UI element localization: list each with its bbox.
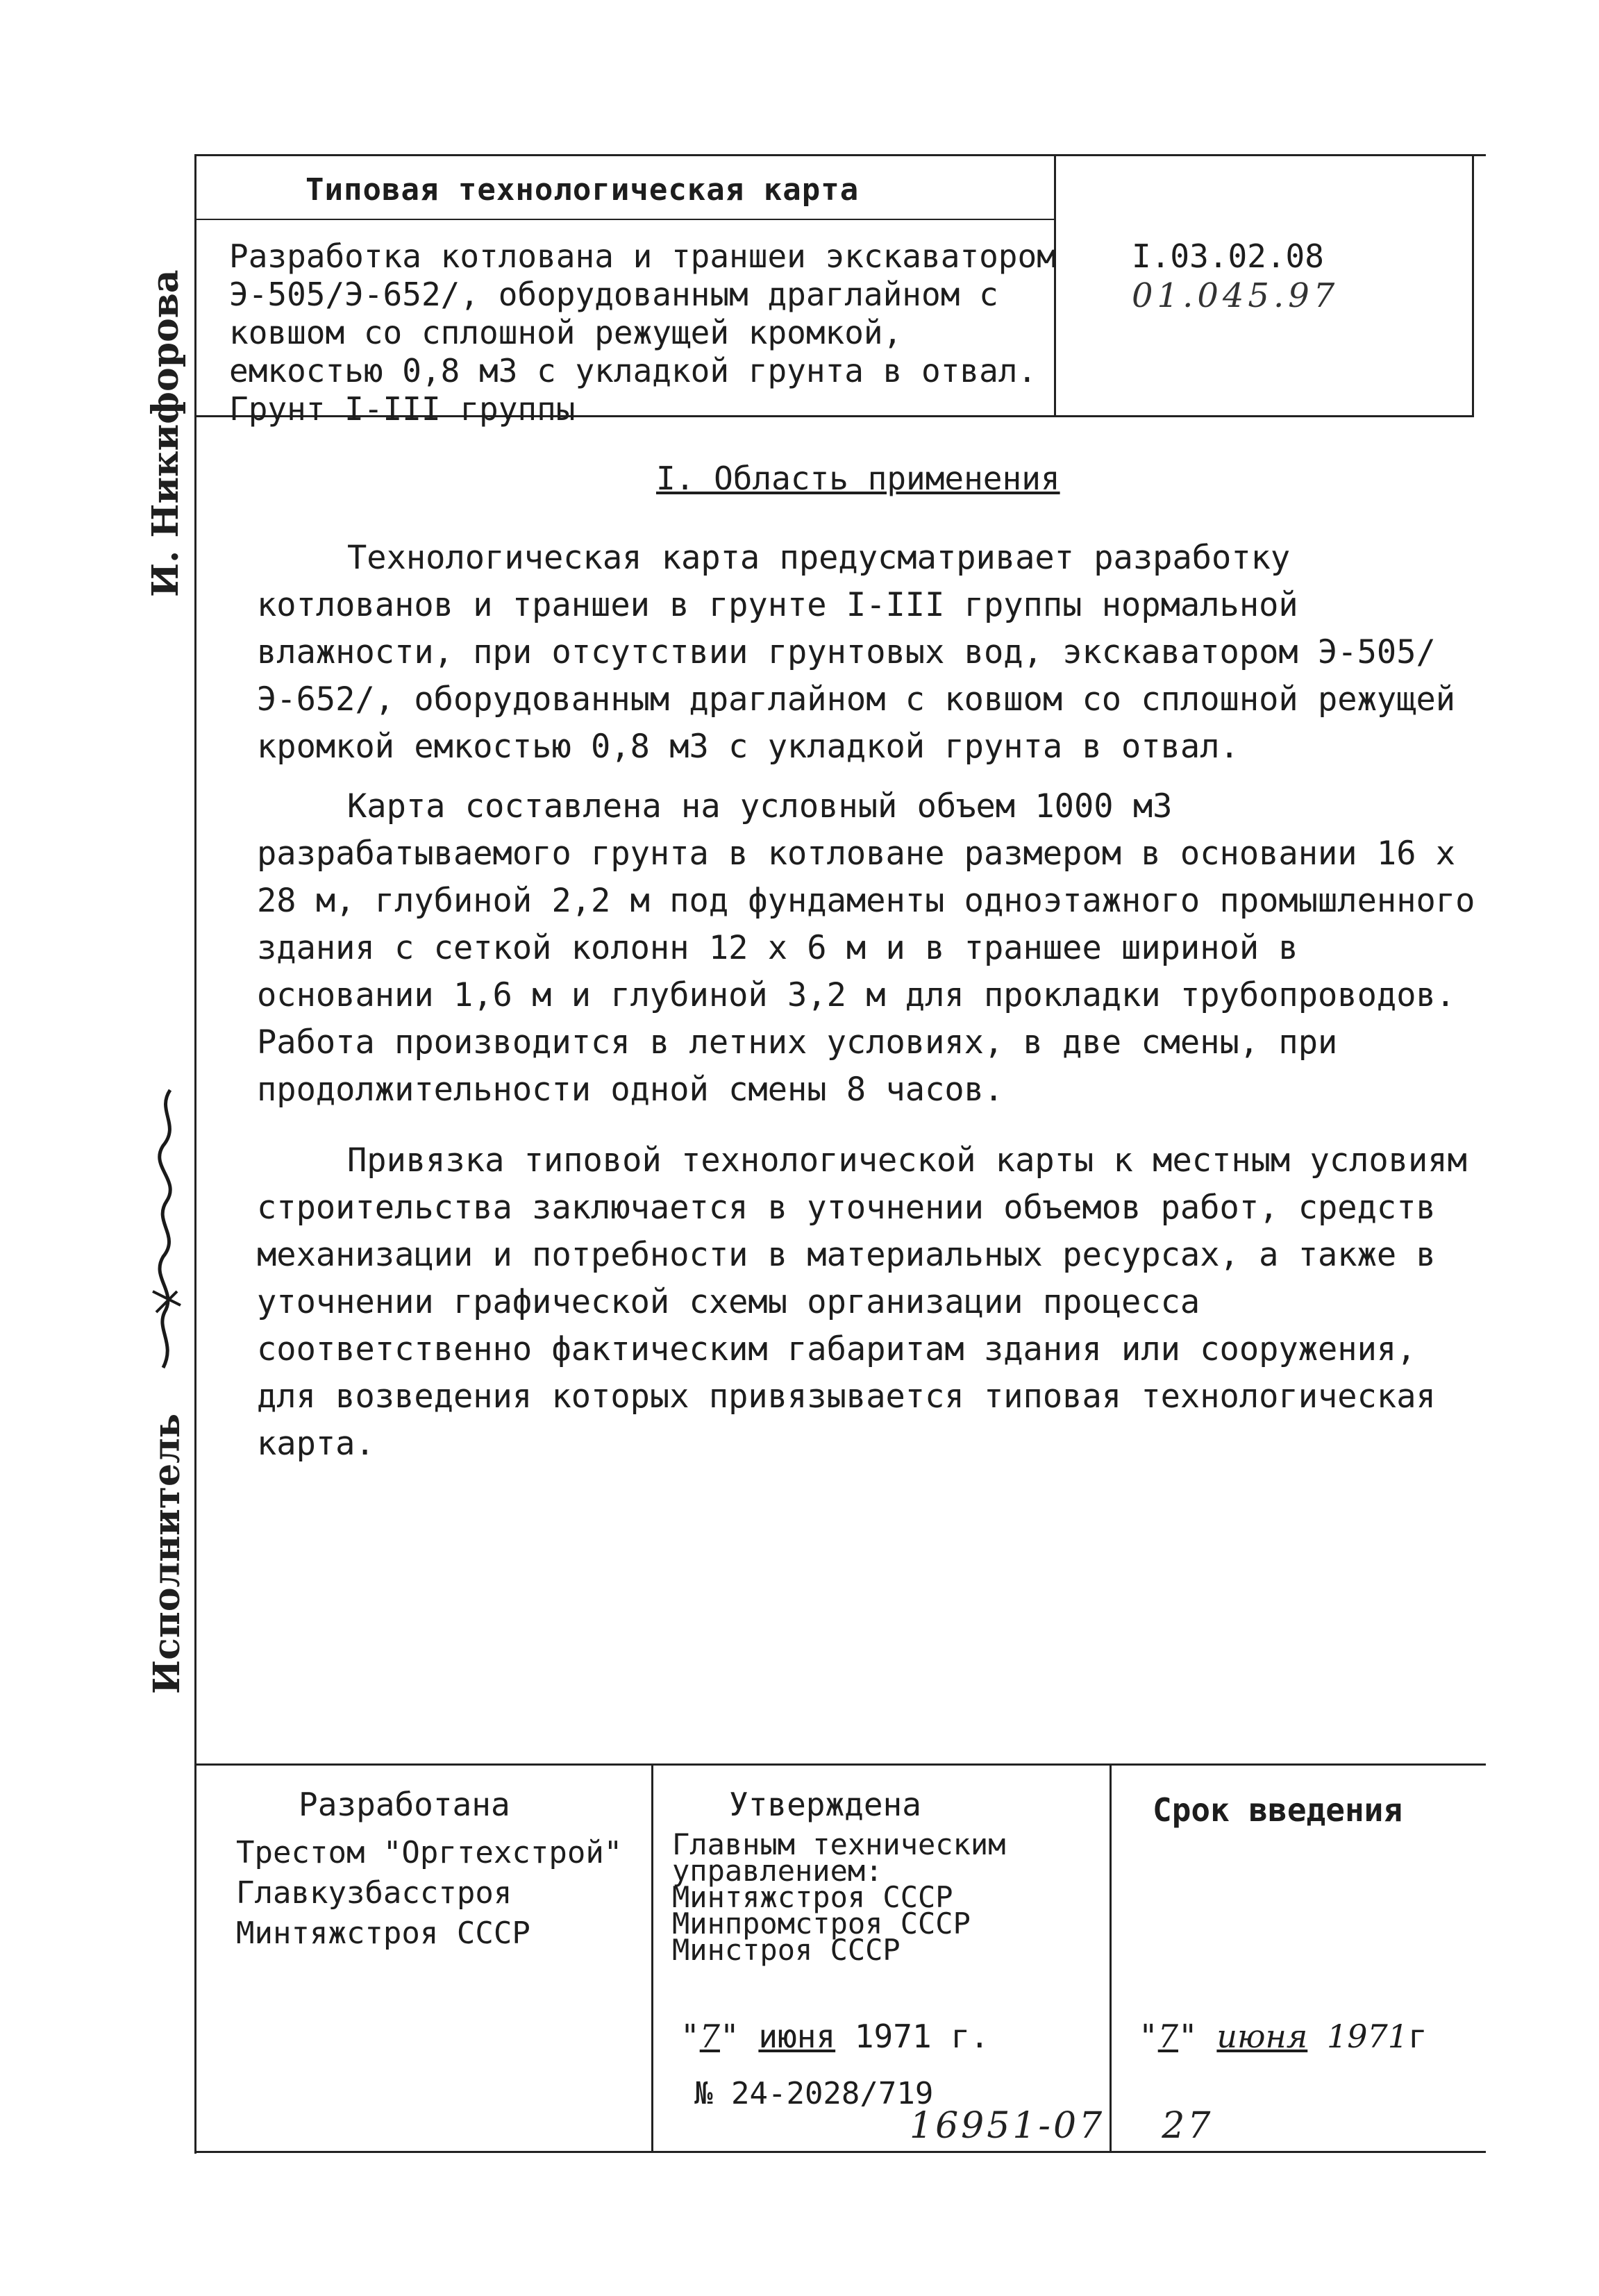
paragraph-2: Карта составлена на условный объем 1000 м3 разрабатываемого грунта в котловане размером в основании 16 х 28 м, глубиной 2,2 м под фундаменты одноэтажного промышленного здания с сеткой колонн 12 х 6 м и в траншее шириной в основании 1,6 м и глубиной 3,2 м для прокладки трубопроводов. Работа производится в летних условиях, в две смены, при продолжительности одной смены 8 часов. [257,787,1475,1109]
paragraph-3: Привязка типовой технологической карты к местным условиям строительства заключается в уточнении объемов работ, средств механизации и потребности в материальных ресурсах, а также в уточнении графической схемы организации процесса соответственно фактическим габаритам здания или сооружения, для возведения которых привязывается типовая технологическая карта. [257,1141,1467,1463]
bottom-block-bottom-line [194,2151,1486,2153]
bottom-divider-2 [1110,1763,1112,2152]
approved-date-year: 1971 [854,2018,932,2055]
side-name-label: И. Никифорова [144,269,187,597]
developed-title: Разработана [299,1786,510,1823]
header-description: Разработка котлована и траншеи экскаватором Э-505/Э-652/, оборудованным драглайном с ковшом со сплошной режущей кромкой, емкостью 0,8 м3 с укладкой грунта в отвал. Грунт I-III группы [229,237,1056,428]
effective-date-day: 7 [1157,2018,1178,2055]
approved-text: Главным техническим управлением: Минтяжстроя СССР Минпромстроя СССР Минстроя СССР [672,1827,1006,1967]
header-divider-line [194,219,1055,220]
section-title: I. Область применения [656,460,1060,497]
footer-page-number: 27 [1162,2105,1214,2147]
approved-date-suffix: г. [951,2018,989,2055]
bottom-block-top-line [194,1763,1486,1766]
side-executor-label: Исполнитель [146,1413,188,1694]
footer-code [910,2105,1213,2147]
effective-date: "7" июня 1971г [1139,2018,1428,2055]
approved-title: Утверждена [729,1786,921,1823]
footer-code-number: 16951-07 [910,2105,1105,2147]
effective-date-month: июня [1216,2018,1308,2055]
signature [142,1083,191,1375]
frame-top-line [194,154,1486,156]
approval-number: № 24-2028/719 [694,2076,934,2111]
effective-title: Срок введения [1153,1791,1403,1829]
document-code: I.03.02.08 [1132,237,1324,275]
handwritten-code: 01.045.97 [1132,276,1339,315]
approved-date: "7" июня 1971 г. [680,2018,989,2055]
developed-text: Трестом "Оргтехстрой" Главкузбасстроя Минтяжстроя СССР [236,1835,623,1951]
header-title: Типовая технологическая карта [305,172,860,208]
effective-date-suffix: г [1408,2018,1428,2055]
header-right-line [1472,154,1474,417]
paragraph-1: Технологическая карта предусматривает разработку котлованов и траншеи в грунте I-III группы нормальной влажности, при отсутствии грунтовых вод, экскаватором Э-505/Э-652/, оборудованным драглайном с ковшом со сплошной режущей кромкой емкостью 0,8 м3 с укладкой грунта в отвал. [257,539,1456,766]
bottom-divider-1 [651,1763,653,2152]
frame-left-line [194,154,196,2154]
approved-date-month: июня [758,2018,836,2055]
approved-date-day: 7 [699,2018,720,2055]
effective-date-year: 1971 [1326,2018,1409,2055]
